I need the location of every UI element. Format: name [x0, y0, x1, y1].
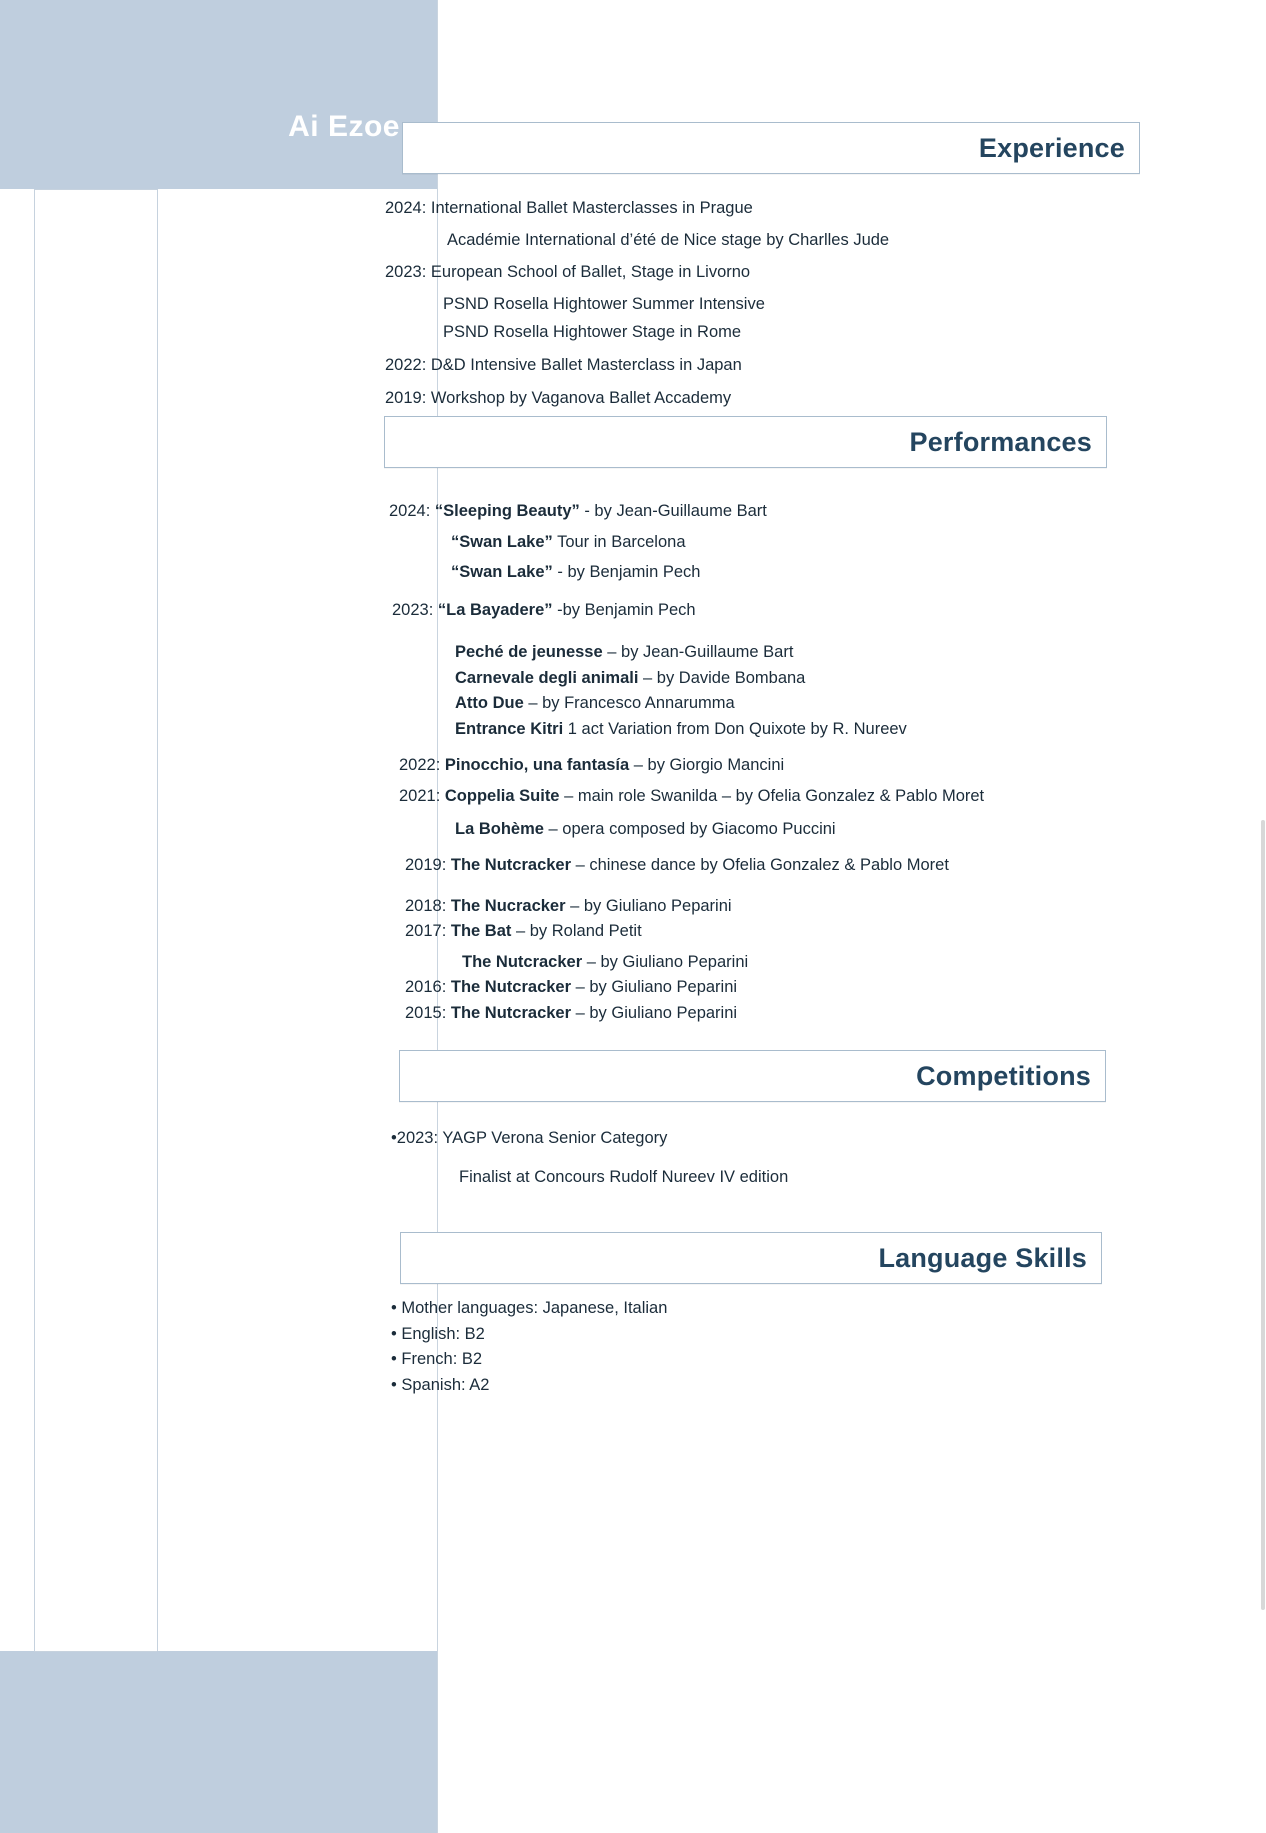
list-item: [385, 357, 1205, 374]
sidebar-bottom-rule: [34, 1651, 157, 1652]
entry-text: – by Giuliano Peparini: [571, 1003, 738, 1022]
entry-title: Peché de jeunesse: [455, 643, 603, 661]
list-item: [385, 200, 1205, 217]
left-sidebar: [0, 0, 437, 1833]
entry-title: Entrance Kitri: [455, 719, 564, 738]
bullet-icon: •: [391, 1350, 397, 1368]
entry-title: The Nutcracker: [462, 952, 583, 971]
list-item: [391, 1130, 1191, 1147]
section-title-experience: Experience: [978, 132, 1125, 163]
entry-title: “Swan Lake”: [451, 532, 553, 551]
bullet-icon: •: [391, 1299, 397, 1317]
competitions-list: [391, 1130, 1191, 1185]
list-item: [455, 721, 1219, 738]
page-title: Ai Ezoe: [288, 110, 400, 143]
sidebar-top-rule: [34, 189, 157, 190]
entry-year: 2017:: [405, 922, 447, 941]
list-item: [405, 1005, 1219, 1022]
entry-year: 2019:: [385, 389, 427, 407]
entry-title: The Nutcracker: [450, 978, 572, 997]
entry-text: Académie International d’été de Nice stage by Charlles Jude: [447, 230, 890, 249]
entry-text: Workshop by Vaganova Ballet Accademy: [430, 389, 732, 407]
entry-text: European School of Ballet, Stage in Livorno: [430, 263, 751, 281]
list-item: [455, 670, 1219, 687]
entry-title: Pinocchio, una fantasía: [444, 756, 630, 774]
scrollbar-thumb[interactable]: [1261, 820, 1265, 1610]
bullet-icon: •: [391, 1375, 397, 1394]
entry-title: La Bohème: [455, 819, 544, 838]
bullet-icon: •: [391, 1129, 397, 1147]
section-title-competitions: Competitions: [916, 1060, 1091, 1091]
entry-text: – by Giuliano Peparini: [582, 952, 749, 971]
list-item: [459, 1169, 1191, 1186]
entry-year: 2022:: [399, 756, 441, 774]
list-item: [451, 564, 1219, 581]
entry-year: 2022:: [385, 355, 427, 374]
entry-text: PSND Rosella Hightower Summer Intensive: [443, 294, 765, 313]
entry-text: - by Benjamin Pech: [552, 563, 701, 581]
section-title-languages: Language Skills: [878, 1242, 1087, 1273]
entry-text: International Ballet Masterclasses in Prague: [430, 199, 753, 217]
entry-text: -by Benjamin Pech: [552, 600, 696, 619]
section-header-languages: [400, 1232, 1102, 1284]
list-item: [399, 785, 1219, 807]
list-item: [455, 695, 1219, 712]
list-item: [391, 1300, 1191, 1317]
section-title-performances: Performances: [909, 426, 1092, 457]
entry-year: 2016:: [405, 978, 447, 997]
entry-text: English: B2: [401, 1324, 485, 1343]
entry-title: “Sleeping Beauty”: [434, 502, 580, 520]
sidebar-outer-rule: [34, 189, 35, 1651]
sidebar-top-band: [0, 0, 437, 189]
entry-text: Spanish: A2: [401, 1375, 490, 1394]
performances-list: [389, 503, 1219, 1021]
entry-year: 2015:: [405, 1003, 447, 1022]
entry-title: Coppelia Suite: [444, 786, 560, 805]
entry-text: – by Giorgio Mancini: [629, 756, 785, 774]
list-item: [405, 923, 1219, 940]
sidebar-bottom-band: [0, 1651, 437, 1833]
entry-text: French: B2: [401, 1350, 483, 1368]
list-item: [447, 232, 1205, 249]
list-item: [455, 821, 1219, 838]
entry-title: The Nutcracker: [450, 856, 572, 875]
entry-year: 2019:: [405, 856, 447, 875]
list-item: [405, 857, 1219, 874]
entry-year: 2023:: [385, 263, 427, 281]
entry-title: “Swan Lake”: [451, 563, 553, 581]
entry-text: – by Jean-Guillaume Bart: [602, 643, 794, 661]
list-item: [391, 1377, 1191, 1394]
section-header-experience: [402, 122, 1140, 174]
entry-title: The Bat: [450, 922, 512, 941]
bullet-icon: •: [391, 1324, 397, 1343]
entry-text: – by Giuliano Peparini: [565, 896, 732, 915]
entry-text: – chinese dance by Ofelia Gonzalez & Pablo Moret: [571, 856, 949, 875]
section-header-performances: [384, 416, 1107, 468]
entry-title: The Nucracker: [450, 896, 566, 915]
entry-year: 2018:: [405, 896, 447, 915]
entry-text: PSND Rosella Hightower Stage in Rome: [443, 323, 742, 341]
list-item: [389, 503, 1219, 520]
entry-title: “La Bayadere”: [437, 600, 553, 619]
scrollbar-track[interactable]: [1260, 0, 1266, 1833]
entry-text: - by Jean-Guillaume Bart: [579, 502, 767, 520]
list-item: [385, 390, 1205, 407]
entry-year: 2024:: [389, 502, 431, 520]
resume-content: [385, 0, 1266, 1833]
entry-text: D&D Intensive Ballet Masterclass in Japan: [430, 355, 742, 374]
entry-text: – main role Swanilda – by Ofelia Gonzalez & Pablo Moret: [559, 786, 985, 805]
entry-title: Carnevale degli animali: [455, 668, 639, 687]
entry-text: – by Giuliano Peparini: [571, 978, 738, 997]
list-item: [385, 264, 1205, 281]
entry-text: – by Roland Petit: [511, 922, 642, 941]
entry-text: Finalist at Concours Rudolf Nureev IV edition: [459, 1167, 789, 1186]
list-item: [391, 1326, 1191, 1343]
sidebar-inner-rule: [157, 189, 158, 1651]
list-item: [443, 296, 1205, 313]
entry-title: The Nutcracker: [450, 1003, 572, 1022]
entry-text: 2023: YAGP Verona Senior Category: [396, 1129, 668, 1147]
entry-text: – opera composed by Giacomo Puccini: [543, 819, 836, 838]
list-item: [455, 644, 1219, 661]
experience-list: [385, 200, 1205, 441]
list-item: [405, 979, 1219, 996]
entry-year: 2023:: [392, 600, 434, 619]
entry-text: Tour in Barcelona: [552, 532, 686, 551]
list-item: [462, 954, 1219, 971]
list-item: [391, 1351, 1191, 1368]
list-item: [399, 757, 1219, 774]
section-header-competitions: [399, 1050, 1106, 1102]
entry-title: Atto Due: [455, 694, 524, 712]
entry-year: 2024:: [385, 199, 427, 217]
entry-text: – by Francesco Annarumma: [523, 694, 735, 712]
entry-text: 1 act Variation from Don Quixote by R. Nureev: [563, 719, 907, 738]
list-item: [451, 534, 1219, 551]
languages-list: [391, 1300, 1191, 1393]
list-item: [392, 602, 1219, 619]
list-item: [405, 898, 1219, 915]
entry-year: 2021:: [399, 786, 441, 805]
entry-text: – by Davide Bombana: [638, 668, 806, 687]
list-item: [443, 324, 1205, 341]
entry-text: Mother languages: Japanese, Italian: [401, 1299, 668, 1317]
